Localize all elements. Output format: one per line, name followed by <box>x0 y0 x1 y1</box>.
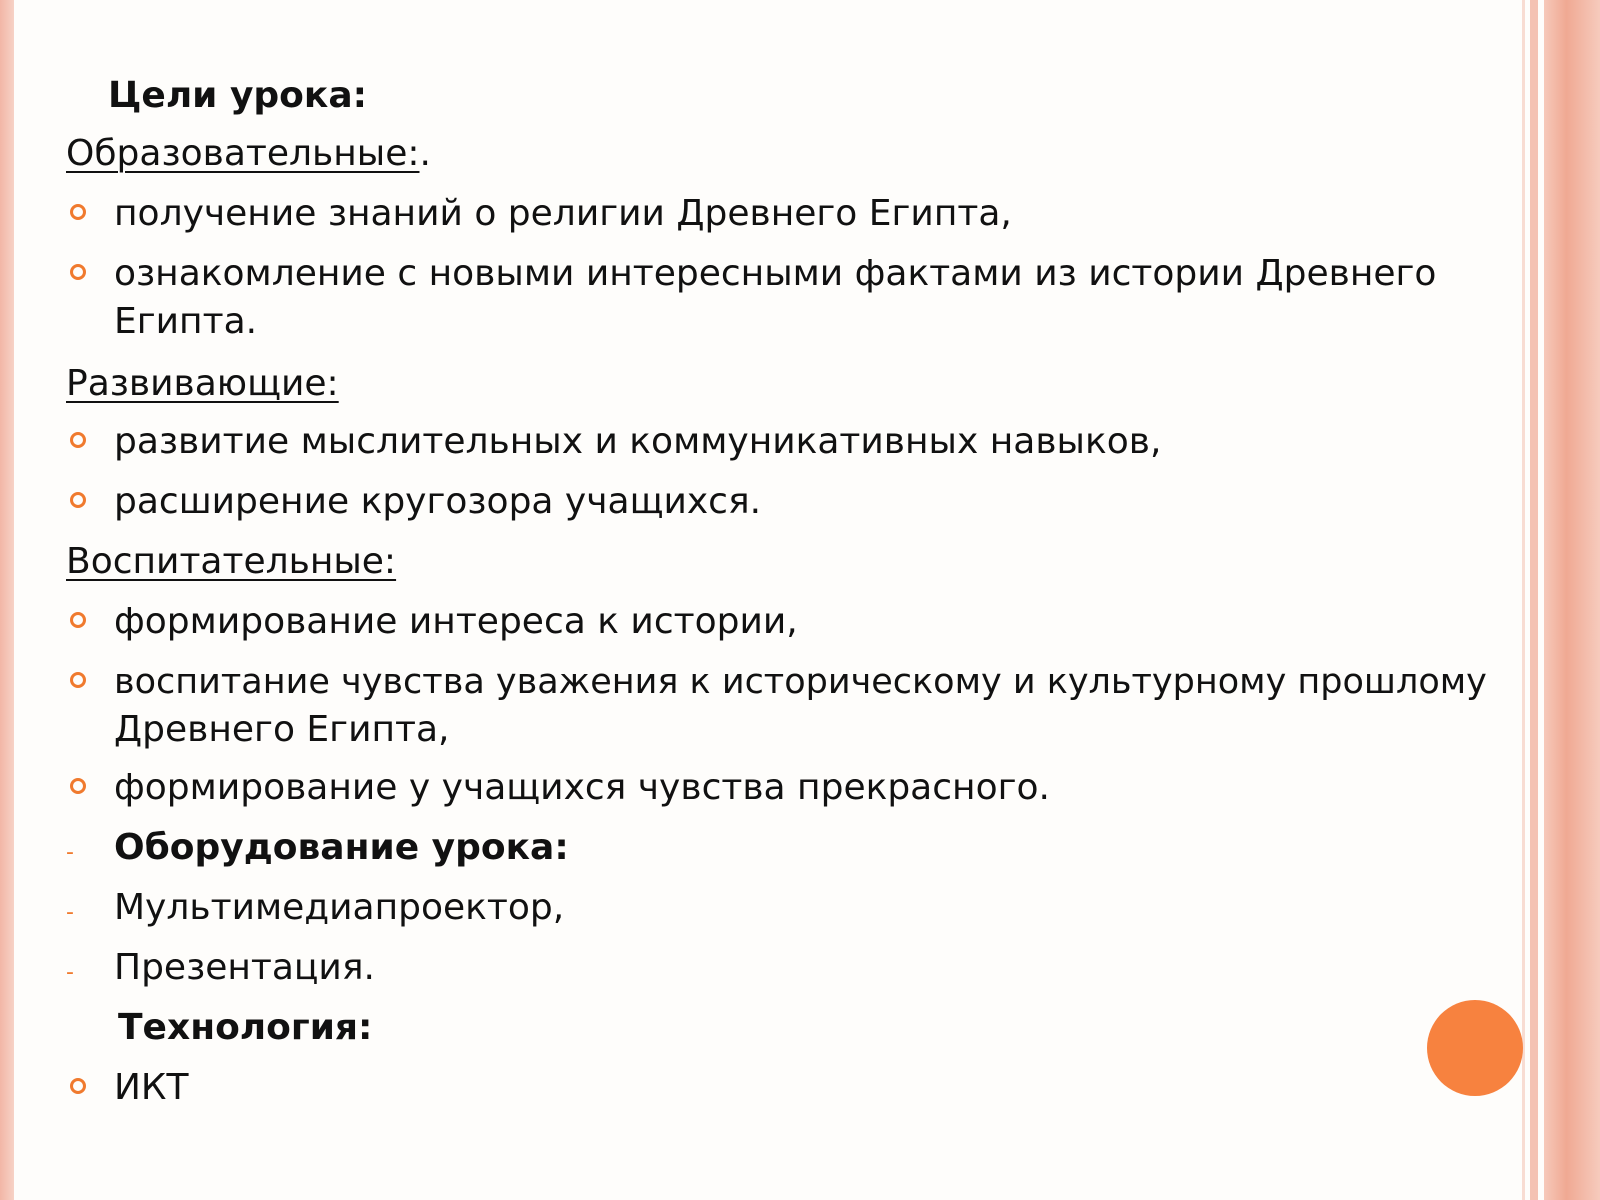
upbringing-item-1: формирование интереса к истории, <box>114 601 798 642</box>
developing-item-2: расширение кругозора учащихся. <box>114 481 762 522</box>
technology-heading: Технология: <box>118 1007 373 1048</box>
educational-heading-suffix: . <box>419 133 431 174</box>
upbringing-item-3: формирование у учащихся чувства прекрасного. <box>114 767 1050 808</box>
ring-bullet-icon <box>70 264 86 280</box>
educational-item-2-continued: Египта. <box>114 301 258 342</box>
developing-heading: Развивающие: <box>66 363 339 404</box>
ring-bullet-icon <box>70 672 86 688</box>
upbringing-item-2: воспитание чувства уважения к историческому и культурному прошлому <box>114 662 1487 702</box>
decorative-orange-circle <box>1427 1000 1523 1096</box>
ring-bullet-icon <box>70 204 86 220</box>
ring-bullet-icon <box>70 492 86 508</box>
educational-heading-line <box>66 130 431 178</box>
upbringing-item-2-continued: Древнего Египта, <box>114 709 450 750</box>
dash-bullet-icon: - <box>66 900 74 925</box>
equipment-heading: Оборудование урока: <box>114 827 569 868</box>
dash-bullet-icon: - <box>66 960 74 985</box>
educational-item-1: получение знаний о религии Древнего Египта, <box>114 193 1012 234</box>
upbringing-heading: Воспитательные: <box>66 541 397 582</box>
right-border-band <box>1544 0 1600 1200</box>
educational-item-2: ознакомление с новыми интересными фактами из истории Древнего <box>114 253 1437 294</box>
slide-title: Цели урока: <box>108 75 368 116</box>
equipment-item-2: Презентация. <box>114 947 375 988</box>
dash-bullet-icon: - <box>66 840 74 865</box>
ring-bullet-icon <box>70 432 86 448</box>
ring-bullet-icon <box>70 778 86 794</box>
ring-bullet-icon <box>70 612 86 628</box>
technology-item-1: ИКТ <box>114 1067 189 1108</box>
ring-bullet-icon <box>70 1078 86 1094</box>
educational-heading: Образовательные: <box>66 133 420 174</box>
equipment-item-1: Мультимедиапроектор, <box>114 887 565 928</box>
developing-item-1: развитие мыслительных и коммуникативных навыков, <box>114 421 1162 462</box>
